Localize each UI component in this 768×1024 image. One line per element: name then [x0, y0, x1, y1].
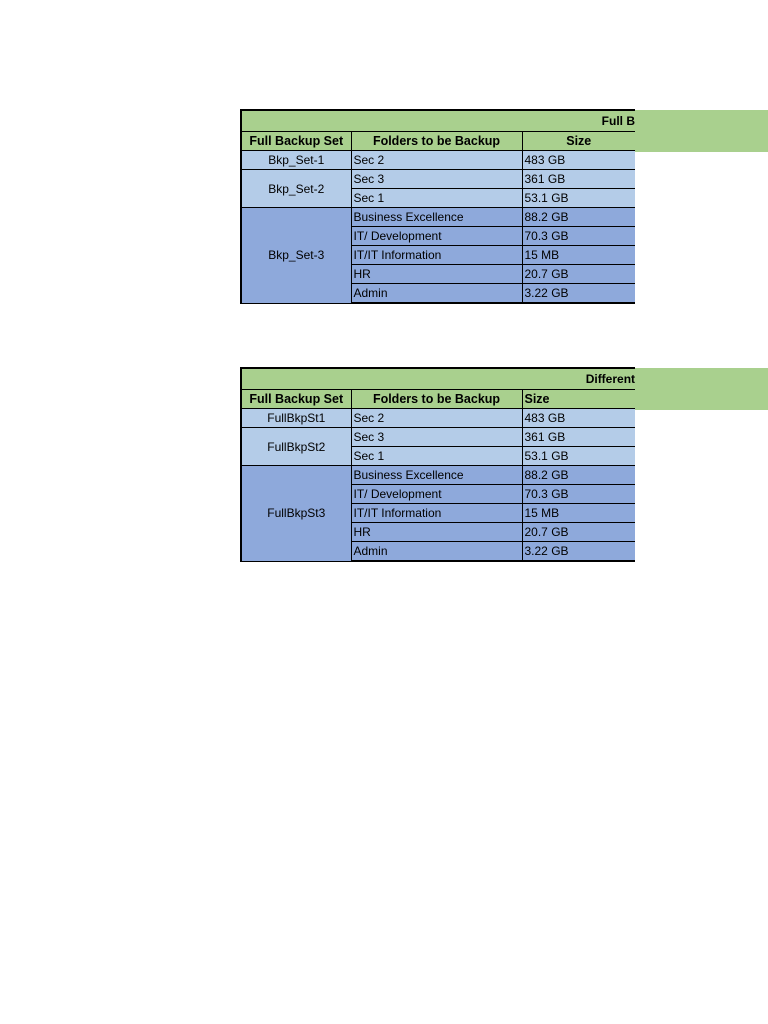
- backup-set-cell: Bkp_Set-3: [241, 208, 351, 304]
- folder-cell: Sec 2: [351, 151, 522, 170]
- size-cell: 70.3 GB: [522, 485, 635, 504]
- size-cell: 15 MB: [522, 504, 635, 523]
- table-row: [241, 428, 635, 447]
- folder-cell: Sec 1: [351, 447, 522, 466]
- size-cell: 361 GB: [522, 170, 635, 189]
- folder-cell: Sec 3: [351, 170, 522, 189]
- folder-cell: IT/IT Information: [351, 504, 522, 523]
- folder-cell: IT/ Development: [351, 485, 522, 504]
- table-row: [241, 466, 635, 485]
- size-cell: 3.22 GB: [522, 284, 635, 304]
- column-header-set: Full Backup Set: [241, 132, 351, 151]
- size-cell: 20.7 GB: [522, 523, 635, 542]
- differential-backup-table: [240, 367, 635, 562]
- column-header-set: Full Backup Set: [241, 390, 351, 409]
- full-backup-table: [240, 109, 635, 304]
- table-row: [241, 409, 635, 428]
- size-cell: 15 MB: [522, 246, 635, 265]
- backup-set-cell: FullBkpSt1: [241, 409, 351, 428]
- size-cell: 53.1 GB: [522, 447, 635, 466]
- title-band-extension: [633, 368, 768, 410]
- folder-cell: Sec 3: [351, 428, 522, 447]
- column-header-size: Size: [522, 132, 635, 151]
- size-cell: 70.3 GB: [522, 227, 635, 246]
- column-header-folders: Folders to be Backup: [351, 390, 522, 409]
- backup-set-cell: FullBkpSt3: [241, 466, 351, 562]
- column-header-folders: Folders to be Backup: [351, 132, 522, 151]
- size-cell: 88.2 GB: [522, 466, 635, 485]
- size-cell: 483 GB: [522, 151, 635, 170]
- folder-cell: IT/IT Information: [351, 246, 522, 265]
- folder-cell: Admin: [351, 284, 522, 304]
- size-cell: 3.22 GB: [522, 542, 635, 562]
- table-row: [241, 170, 635, 189]
- folder-cell: IT/ Development: [351, 227, 522, 246]
- folder-cell: Sec 1: [351, 189, 522, 208]
- size-cell: 483 GB: [522, 409, 635, 428]
- folder-cell: Business Excellence: [351, 208, 522, 227]
- backup-set-cell: Bkp_Set-2: [241, 170, 351, 208]
- table-row: [241, 208, 635, 227]
- folder-cell: Business Excellence: [351, 466, 522, 485]
- folder-cell: Sec 2: [351, 409, 522, 428]
- table-title: Different: [241, 368, 635, 390]
- table-row: [241, 151, 635, 170]
- backup-set-cell: FullBkpSt2: [241, 428, 351, 466]
- backup-set-cell: Bkp_Set-1: [241, 151, 351, 170]
- folder-cell: Admin: [351, 542, 522, 562]
- folder-cell: HR: [351, 265, 522, 284]
- table-title: Full B: [241, 110, 635, 132]
- title-band-extension: [633, 110, 768, 152]
- size-cell: 20.7 GB: [522, 265, 635, 284]
- size-cell: 53.1 GB: [522, 189, 635, 208]
- size-cell: 361 GB: [522, 428, 635, 447]
- size-cell: 88.2 GB: [522, 208, 635, 227]
- folder-cell: HR: [351, 523, 522, 542]
- column-header-size: Size: [522, 390, 635, 409]
